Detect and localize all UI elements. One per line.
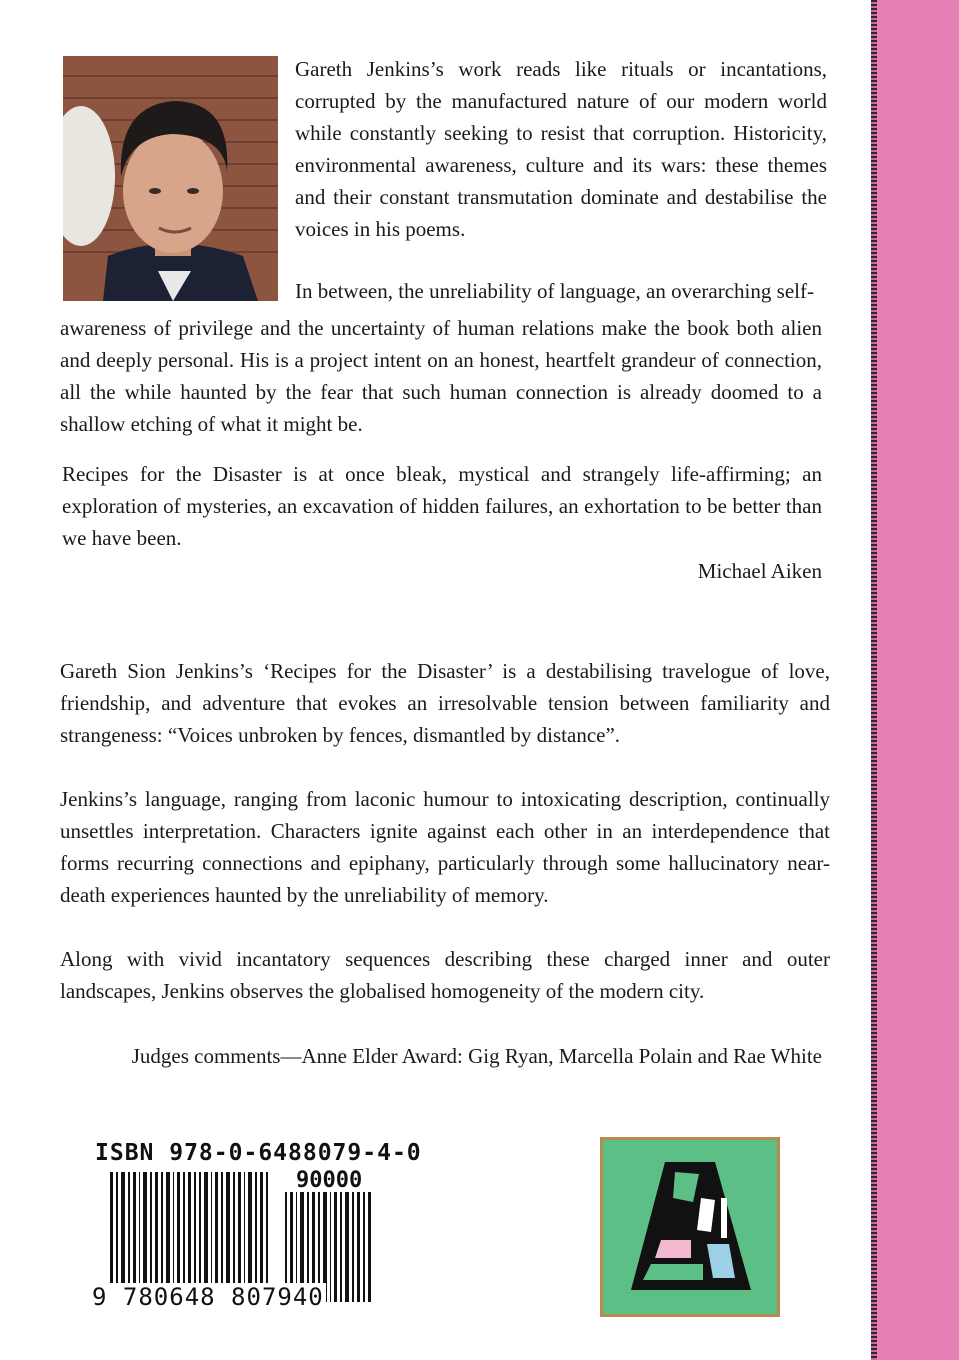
bio-paragraph-2-rest: awareness of privilege and the uncertainty of human relations make the book both alien and deeply personal. His is a project intent on an honest, heartfelt grandeur of connection, all the while haunted by the fear that such human connection is already doomed to a shallow etching of what it might be. <box>60 316 822 436</box>
spine-edge <box>871 0 877 1360</box>
ean-digits: 9 780648 807940 <box>92 1283 324 1311</box>
judges-attribution: Judges comments—Anne Elder Award: Gig Ryan, Marcella Polain and Rae White <box>131 1044 822 1068</box>
bio-paragraph-2-start: In between, the unreliability of language, an overarching self- <box>295 279 814 303</box>
review-signature: Michael Aiken <box>697 559 822 583</box>
judges-paragraph-2: Jenkins’s language, ranging from laconic humour to intoxicating description, continually unsettles interpretation. Characters ignite against each other in an interdependence that forms recurring connections and epiphany, particularly through some hallucinatory near-death experiences haunted by the unreliability of memory. <box>60 787 830 907</box>
judges-paragraph-1: Gareth Sion Jenkins’s ‘Recipes for the Disaster’ is a destabilising travelogue of love, friendship, and adventure that evokes an irresolvable tension between familiarity and strangeness: “Voices unbroken by fences, dismantled by distance”. <box>60 659 830 747</box>
bio-paragraph-1: Gareth Jenkins’s work reads like rituals or incantations, corrupted by the manufactured nature of our modern world while constantly seeking to resist that corruption. Historicity, environmental awareness, culture and its wars: these themes and their constant transmutation dominate and destabilise the voices in his poems. <box>295 57 827 241</box>
stylized-letter-a-logo-icon <box>603 1140 777 1314</box>
bio-paragraph-3: Recipes for the Disaster is at once bleak, mystical and strangely life-affirming; an exploration of mysteries, an excavation of hidden failures, an exhortation to be better than we have been. <box>62 462 822 550</box>
publisher-logo <box>600 1137 780 1317</box>
author-portrait-icon <box>63 56 278 301</box>
judges-paragraph-3: Along with vivid incantatory sequences describing these charged inner and outer landscapes, Jenkins observes the globalised homogeneity of the modern city. <box>60 947 830 1003</box>
author-photo <box>63 56 278 301</box>
price-code: 90000 <box>296 1168 363 1193</box>
isbn-label: ISBN 978-0-6488079-4-0 <box>95 1140 422 1166</box>
pink-spine <box>871 0 959 1360</box>
